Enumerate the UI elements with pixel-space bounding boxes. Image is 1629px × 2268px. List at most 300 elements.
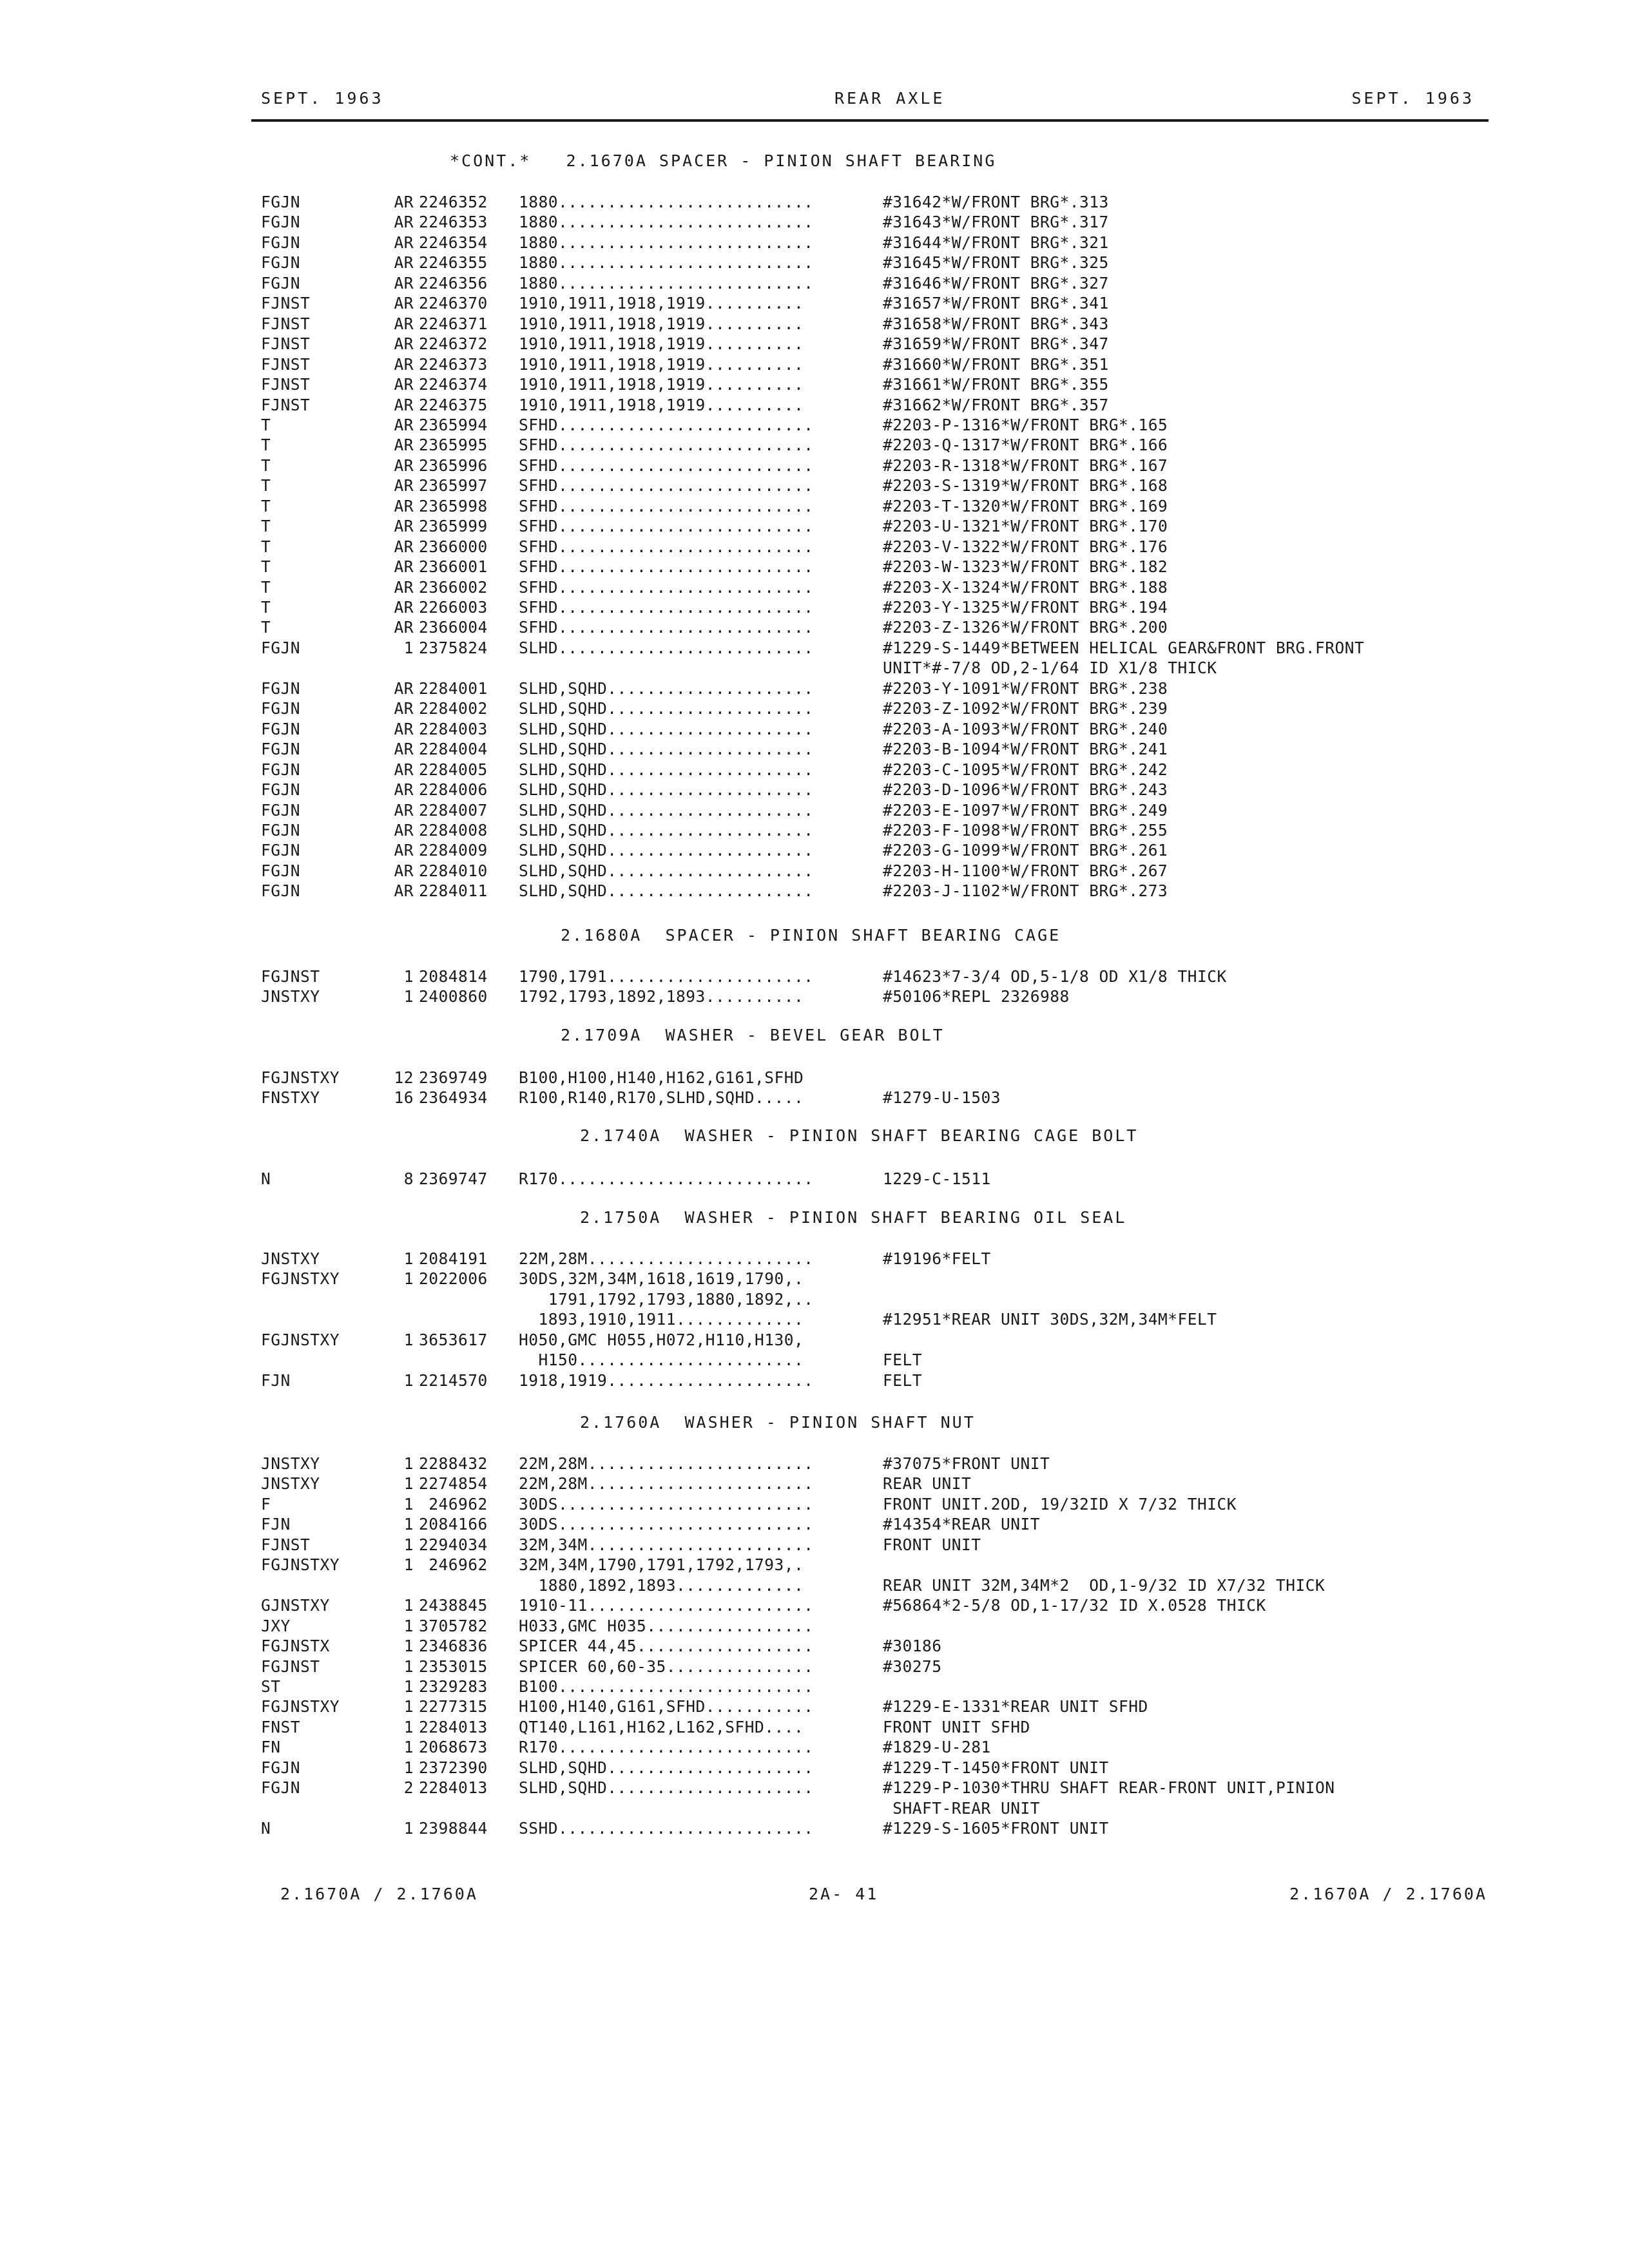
application: SFHD..........................: [519, 618, 814, 637]
application: SFHD..........................: [519, 456, 814, 475]
table-row: [0, 293, 1629, 313]
description: #2203-F-1098*W/FRONT BRG*.255: [883, 820, 1168, 840]
model-code: FGJNSTXY: [261, 1555, 340, 1575]
section-title: 2.1709A WASHER - BEVEL GEAR BOLT: [561, 1026, 945, 1044]
model-code: T: [261, 496, 271, 515]
table-row: [0, 678, 1629, 698]
part-number: 2369747: [419, 1169, 488, 1188]
quantity: 1: [403, 1596, 414, 1615]
part-number: 2365999: [419, 517, 488, 536]
quantity: AR: [394, 253, 414, 273]
table-row: [0, 1068, 1629, 1088]
description: #30275: [883, 1657, 942, 1676]
table-row: [0, 1717, 1629, 1737]
quantity: AR: [394, 881, 414, 901]
model-code: FGJN: [261, 881, 301, 901]
quantity: 12: [394, 1068, 414, 1087]
quantity: AR: [394, 496, 414, 515]
table-row: [0, 597, 1629, 617]
description: FRONT UNIT SFHD: [883, 1717, 1030, 1736]
description: #2203-Y-1091*W/FRONT BRG*.238: [883, 678, 1168, 698]
quantity: 1: [403, 1535, 414, 1554]
quantity: AR: [394, 436, 414, 455]
application: 1910,1911,1918,1919..........: [519, 334, 804, 354]
model-code: FGJN: [261, 820, 301, 840]
description: #2203-Y-1325*W/FRONT BRG*.194: [883, 598, 1168, 617]
description: #2203-X-1324*W/FRONT BRG*.188: [883, 577, 1168, 597]
application: SLHD,SQHD.....................: [519, 841, 814, 860]
part-number: 2022006: [419, 1269, 488, 1289]
description: #37075*FRONT UNIT: [883, 1454, 1050, 1473]
part-number: 2288432: [419, 1454, 488, 1473]
part-number: 2365994: [419, 415, 488, 434]
quantity: AR: [394, 800, 414, 820]
model-code: FGJN: [261, 678, 301, 698]
model-code: FGJNSTXY: [261, 1068, 340, 1087]
table-row: [0, 617, 1629, 637]
quantity: AR: [394, 699, 414, 718]
model-code: T: [261, 557, 271, 577]
table-row: [0, 1474, 1629, 1494]
application: 32M,34M.......................: [519, 1535, 814, 1554]
table-row: [0, 1696, 1629, 1716]
part-number: 2353015: [419, 1657, 488, 1676]
model-code: FGJNST: [261, 1657, 320, 1676]
part-number: 2398844: [419, 1819, 488, 1838]
model-code: FJN: [261, 1515, 291, 1534]
table-row: [0, 1330, 1629, 1350]
description: #31657*W/FRONT BRG*.341: [883, 294, 1109, 313]
part-number: 2400860: [419, 987, 488, 1006]
table-row: [0, 1636, 1629, 1656]
application: 1791,1792,1793,1880,1892,..: [519, 1289, 814, 1309]
part-number: 2284008: [419, 820, 488, 840]
model-code: FGJN: [261, 638, 301, 657]
description: #31645*W/FRONT BRG*.325: [883, 253, 1109, 273]
application: R170..........................: [519, 1738, 814, 1757]
table-row: [0, 1737, 1629, 1757]
application: 30DS..........................: [519, 1515, 814, 1534]
quantity: AR: [394, 476, 414, 495]
description: #2203-A-1093*W/FRONT BRG*.240: [883, 719, 1168, 738]
application: 1910,1911,1918,1919..........: [519, 354, 804, 374]
model-code: FGJNSTXY: [261, 1330, 340, 1349]
model-code: JXY: [261, 1616, 291, 1635]
table-row: [0, 354, 1629, 374]
table-row: [0, 881, 1629, 901]
table-row: [0, 780, 1629, 800]
description: #2203-Q-1317*W/FRONT BRG*.166: [883, 436, 1168, 455]
description: #31642*W/FRONT BRG*.313: [883, 193, 1109, 211]
part-number: 2365996: [419, 456, 488, 475]
application: SFHD..........................: [519, 415, 814, 434]
application: SPICER 44,45..................: [519, 1637, 814, 1656]
table-row: [0, 314, 1629, 334]
description: #1279-U-1503: [883, 1088, 1001, 1108]
part-number: 2365998: [419, 496, 488, 515]
application: SLHD,SQHD.....................: [519, 1758, 814, 1777]
table-row: [0, 658, 1629, 678]
description: FELT: [883, 1370, 923, 1390]
application: H033,GMC H035.................: [519, 1616, 814, 1635]
model-code: FGJN: [261, 841, 301, 860]
application: 1880..........................: [519, 213, 814, 232]
quantity: 1: [403, 1555, 414, 1575]
quantity: AR: [394, 678, 414, 698]
application: SLHD,SQHD.....................: [519, 760, 814, 779]
description: #2203-J-1102*W/FRONT BRG*.273: [883, 881, 1168, 901]
table-row: [0, 557, 1629, 577]
application: 30DS..........................: [519, 1494, 814, 1514]
table-row: [0, 1514, 1629, 1534]
quantity: 1: [403, 1616, 414, 1635]
model-code: FGJN: [261, 1758, 301, 1777]
table-row: [0, 800, 1629, 820]
description: #31646*W/FRONT BRG*.327: [883, 273, 1109, 293]
description: #2203-R-1318*W/FRONT BRG*.167: [883, 456, 1168, 475]
table-row: [0, 516, 1629, 536]
description: #1229-P-1030*THRU SHAFT REAR-FRONT UNIT,PINION: [883, 1778, 1335, 1798]
model-code: FJNST: [261, 1535, 311, 1554]
description: REAR UNIT 32M,34M*2 OD,1-9/32 ID X7/32 THICK: [883, 1575, 1325, 1595]
model-code: FJNST: [261, 294, 311, 313]
part-number: 2284013: [419, 1717, 488, 1736]
quantity: 1: [403, 1454, 414, 1473]
part-number: 2246372: [419, 334, 488, 354]
part-number: 2246374: [419, 375, 488, 394]
quantity: AR: [394, 719, 414, 738]
quantity: 1: [403, 638, 414, 657]
table-row: [0, 966, 1629, 986]
part-number: 2366002: [419, 577, 488, 597]
description: 1229-C-1511: [883, 1169, 991, 1188]
application: 22M,28M.......................: [519, 1454, 814, 1473]
table-row: [0, 638, 1629, 658]
table-row: [0, 496, 1629, 516]
part-number: 2246352: [419, 193, 488, 211]
part-number: 2329283: [419, 1677, 488, 1696]
application: 1880..........................: [519, 193, 814, 211]
quantity: AR: [394, 577, 414, 597]
quantity: 1: [403, 1330, 414, 1349]
application: SLHD,SQHD.....................: [519, 740, 814, 759]
description: #1229-S-1449*BETWEEN HELICAL GEAR&FRONT BRG.FRONT: [883, 638, 1365, 657]
application: 1910-11.......................: [519, 1596, 814, 1615]
model-code: FGJNST: [261, 967, 320, 986]
application: SFHD..........................: [519, 537, 814, 556]
application: SLHD,SQHD.....................: [519, 881, 814, 901]
description: #31660*W/FRONT BRG*.351: [883, 354, 1109, 374]
quantity: AR: [394, 193, 414, 211]
description: #2203-E-1097*W/FRONT BRG*.249: [883, 800, 1168, 820]
application: R170..........................: [519, 1169, 814, 1188]
model-code: T: [261, 537, 271, 556]
description: #2203-B-1094*W/FRONT BRG*.241: [883, 740, 1168, 759]
quantity: 1: [403, 1370, 414, 1390]
section-title: *CONT.* 2.1670A SPACER - PINION SHAFT BEARING: [450, 151, 997, 170]
part-number: 2246355: [419, 253, 488, 273]
part-number: 2294034: [419, 1535, 488, 1554]
description: #2203-D-1096*W/FRONT BRG*.243: [883, 780, 1168, 800]
part-number: 2246373: [419, 354, 488, 374]
quantity: AR: [394, 820, 414, 840]
table-row: [0, 1758, 1629, 1778]
description: #1229-S-1605*FRONT UNIT: [883, 1819, 1109, 1838]
footer-range-right: 2.1670A / 2.1760A: [1289, 1885, 1487, 1903]
part-number: 2365997: [419, 476, 488, 495]
model-code: FJNST: [261, 354, 311, 374]
model-code: N: [261, 1819, 271, 1838]
table-row: [0, 739, 1629, 759]
description: #14623*7-3/4 OD,5-1/8 OD X1/8 THICK: [883, 967, 1227, 986]
model-code: ST: [261, 1677, 281, 1696]
application: H150.......................: [519, 1350, 804, 1370]
part-number: 2277315: [419, 1697, 488, 1716]
application: 1910,1911,1918,1919..........: [519, 314, 804, 333]
description: #2203-Z-1092*W/FRONT BRG*.239: [883, 699, 1168, 718]
table-row: [0, 861, 1629, 881]
quantity: AR: [394, 537, 414, 556]
quantity: AR: [394, 233, 414, 252]
part-number: 2438845: [419, 1596, 488, 1615]
section-title: 2.1760A WASHER - PINION SHAFT NUT: [580, 1413, 976, 1432]
part-number: 2084814: [419, 967, 488, 986]
part-number: 2284013: [419, 1778, 488, 1798]
application: SLHD..........................: [519, 638, 814, 657]
application: B100,H100,H140,H162,G161,SFHD: [519, 1068, 804, 1087]
description: #31661*W/FRONT BRG*.355: [883, 375, 1109, 394]
part-number: 2346836: [419, 1637, 488, 1656]
quantity: 1: [403, 1819, 414, 1838]
quantity: AR: [394, 354, 414, 374]
part-number: 246962: [419, 1494, 488, 1514]
quantity: AR: [394, 273, 414, 293]
table-row: [0, 456, 1629, 476]
model-code: JNSTXY: [261, 1474, 320, 1494]
part-number: 2284006: [419, 780, 488, 800]
quantity: 1: [403, 987, 414, 1006]
description: #19196*FELT: [883, 1249, 991, 1268]
application: SFHD..........................: [519, 496, 814, 515]
description: #50106*REPL 2326988: [883, 987, 1070, 1006]
quantity: AR: [394, 861, 414, 880]
part-number: 2284010: [419, 861, 488, 880]
application: SFHD..........................: [519, 577, 814, 597]
model-code: FN: [261, 1738, 281, 1757]
part-number: 2366001: [419, 557, 488, 577]
application: 1910,1911,1918,1919..........: [519, 375, 804, 394]
application: 1790,1791.....................: [519, 967, 814, 986]
quantity: 1: [403, 1637, 414, 1656]
model-code: FGJN: [261, 740, 301, 759]
footer-range-left: 2.1670A / 2.1760A: [280, 1885, 478, 1903]
model-code: FGJN: [261, 699, 301, 718]
quantity: 1: [403, 1269, 414, 1289]
part-number: 2364934: [419, 1088, 488, 1108]
section-title: 2.1740A WASHER - PINION SHAFT BEARING CAGE BOLT: [580, 1126, 1139, 1145]
model-code: FGJNSTXY: [261, 1697, 340, 1716]
application: 1880..........................: [519, 233, 814, 252]
model-code: FGJNSTXY: [261, 1269, 340, 1289]
table-row: [0, 577, 1629, 597]
quantity: AR: [394, 294, 414, 313]
table-row: [0, 1575, 1629, 1595]
table-row: [0, 1350, 1629, 1370]
quantity: 1: [403, 967, 414, 986]
part-number: 246962: [419, 1555, 488, 1575]
table-row: [0, 1309, 1629, 1329]
description: FRONT UNIT: [883, 1535, 981, 1554]
model-code: F: [261, 1494, 271, 1514]
description: #1229-T-1450*FRONT UNIT: [883, 1758, 1109, 1777]
quantity: AR: [394, 213, 414, 232]
table-row: [0, 1370, 1629, 1390]
part-number: 2246356: [419, 273, 488, 293]
application: 1893,1910,1911.............: [519, 1310, 804, 1329]
quantity: AR: [394, 618, 414, 637]
application: H100,H140,G161,SFHD...........: [519, 1697, 814, 1716]
table-row: [0, 1616, 1629, 1636]
part-number: 2084166: [419, 1515, 488, 1534]
application: SSHD..........................: [519, 1819, 814, 1838]
application: 1910,1911,1918,1919..........: [519, 294, 804, 313]
part-number: 2068673: [419, 1738, 488, 1757]
footer-page-number: 2A- 41: [809, 1885, 879, 1903]
part-number: 2266003: [419, 598, 488, 617]
description: #1229-E-1331*REAR UNIT SFHD: [883, 1697, 1148, 1716]
model-code: JNSTXY: [261, 1249, 320, 1268]
application: SLHD,SQHD.....................: [519, 699, 814, 718]
application: 22M,28M.......................: [519, 1474, 814, 1494]
table-row: [0, 253, 1629, 273]
quantity: 1: [403, 1697, 414, 1716]
quantity: 1: [403, 1677, 414, 1696]
table-row: [0, 537, 1629, 557]
table-row: [0, 1535, 1629, 1555]
part-number: 2246354: [419, 233, 488, 252]
description: #31662*W/FRONT BRG*.357: [883, 395, 1109, 414]
table-row: [0, 435, 1629, 455]
application: SLHD,SQHD.....................: [519, 1778, 814, 1798]
quantity: 1: [403, 1249, 414, 1268]
model-code: FJNST: [261, 395, 311, 414]
description: #31644*W/FRONT BRG*.321: [883, 233, 1109, 252]
table-row: [0, 1657, 1629, 1677]
quantity: AR: [394, 760, 414, 779]
application: SLHD,SQHD.....................: [519, 678, 814, 698]
part-number: 2365995: [419, 436, 488, 455]
section-title: 2.1680A SPACER - PINION SHAFT BEARING CAGE: [561, 926, 1061, 945]
model-code: FGJN: [261, 213, 301, 232]
model-code: FGJN: [261, 760, 301, 779]
model-code: FGJN: [261, 780, 301, 800]
quantity: 8: [403, 1169, 414, 1188]
description: #2203-Z-1326*W/FRONT BRG*.200: [883, 618, 1168, 637]
table-row: [0, 395, 1629, 415]
model-code: FGJN: [261, 1778, 301, 1798]
application: SFHD..........................: [519, 557, 814, 577]
part-number: 2246353: [419, 213, 488, 232]
model-code: GJNSTXY: [261, 1596, 330, 1615]
table-row: [0, 273, 1629, 293]
description: REAR UNIT: [883, 1474, 972, 1494]
description: FELT: [883, 1350, 923, 1370]
part-number: 2246375: [419, 395, 488, 414]
model-code: T: [261, 577, 271, 597]
application: SFHD..........................: [519, 517, 814, 536]
quantity: 1: [403, 1515, 414, 1534]
model-code: JNSTXY: [261, 987, 320, 1006]
quantity: 1: [403, 1494, 414, 1514]
model-code: T: [261, 618, 271, 637]
model-code: N: [261, 1169, 271, 1188]
header-section-title: REAR AXLE: [834, 89, 945, 108]
quantity: AR: [394, 517, 414, 536]
part-number: 2284001: [419, 678, 488, 698]
part-number: 2274854: [419, 1474, 488, 1494]
quantity: AR: [394, 375, 414, 394]
part-number: 2214570: [419, 1370, 488, 1390]
description: #2203-S-1319*W/FRONT BRG*.168: [883, 476, 1168, 495]
table-row: [0, 1454, 1629, 1474]
part-number: 2284003: [419, 719, 488, 738]
table-row: [0, 374, 1629, 394]
table-row: [0, 1798, 1629, 1818]
model-code: T: [261, 456, 271, 475]
application: 32M,34M,1790,1791,1792,1793,.: [519, 1555, 804, 1575]
header-date-right: SEPT. 1963: [1351, 89, 1474, 108]
model-code: FJNST: [261, 375, 311, 394]
description: #12951*REAR UNIT 30DS,32M,34M*FELT: [883, 1310, 1217, 1329]
model-code: FNST: [261, 1717, 301, 1736]
model-code: FGJN: [261, 253, 301, 273]
table-row: [0, 334, 1629, 354]
application: SLHD,SQHD.....................: [519, 861, 814, 880]
model-code: T: [261, 598, 271, 617]
model-code: FGJN: [261, 233, 301, 252]
application: SFHD..........................: [519, 436, 814, 455]
table-row: [0, 1595, 1629, 1615]
part-number: 2084191: [419, 1249, 488, 1268]
application: 1880..........................: [519, 273, 814, 293]
model-code: FGJN: [261, 861, 301, 880]
table-row: [0, 212, 1629, 232]
part-number: 3653617: [419, 1330, 488, 1349]
table-row: [0, 233, 1629, 253]
description: #1829-U-281: [883, 1738, 991, 1757]
quantity: AR: [394, 740, 414, 759]
application: SLHD,SQHD.....................: [519, 820, 814, 840]
description: #2203-G-1099*W/FRONT BRG*.261: [883, 841, 1168, 860]
part-number: 2284004: [419, 740, 488, 759]
quantity: 1: [403, 1657, 414, 1676]
application: 30DS,32M,34M,1618,1619,1790,.: [519, 1269, 804, 1289]
table-row: [0, 1818, 1629, 1838]
description: #56864*2-5/8 OD,1-17/32 ID X.0528 THICK: [883, 1596, 1266, 1615]
application: H050,GMC H055,H072,H110,H130,: [519, 1330, 804, 1349]
application: SPICER 60,60-35...............: [519, 1657, 814, 1676]
model-code: T: [261, 415, 271, 434]
description: #2203-H-1100*W/FRONT BRG*.267: [883, 861, 1168, 880]
table-row: [0, 476, 1629, 495]
application: 1918,1919.....................: [519, 1370, 814, 1390]
model-code: FJNST: [261, 334, 311, 354]
part-number: 2284009: [419, 841, 488, 860]
quantity: 1: [403, 1758, 414, 1777]
application: SFHD..........................: [519, 598, 814, 617]
application: B100..........................: [519, 1677, 814, 1696]
description: #14354*REAR UNIT: [883, 1515, 1041, 1534]
